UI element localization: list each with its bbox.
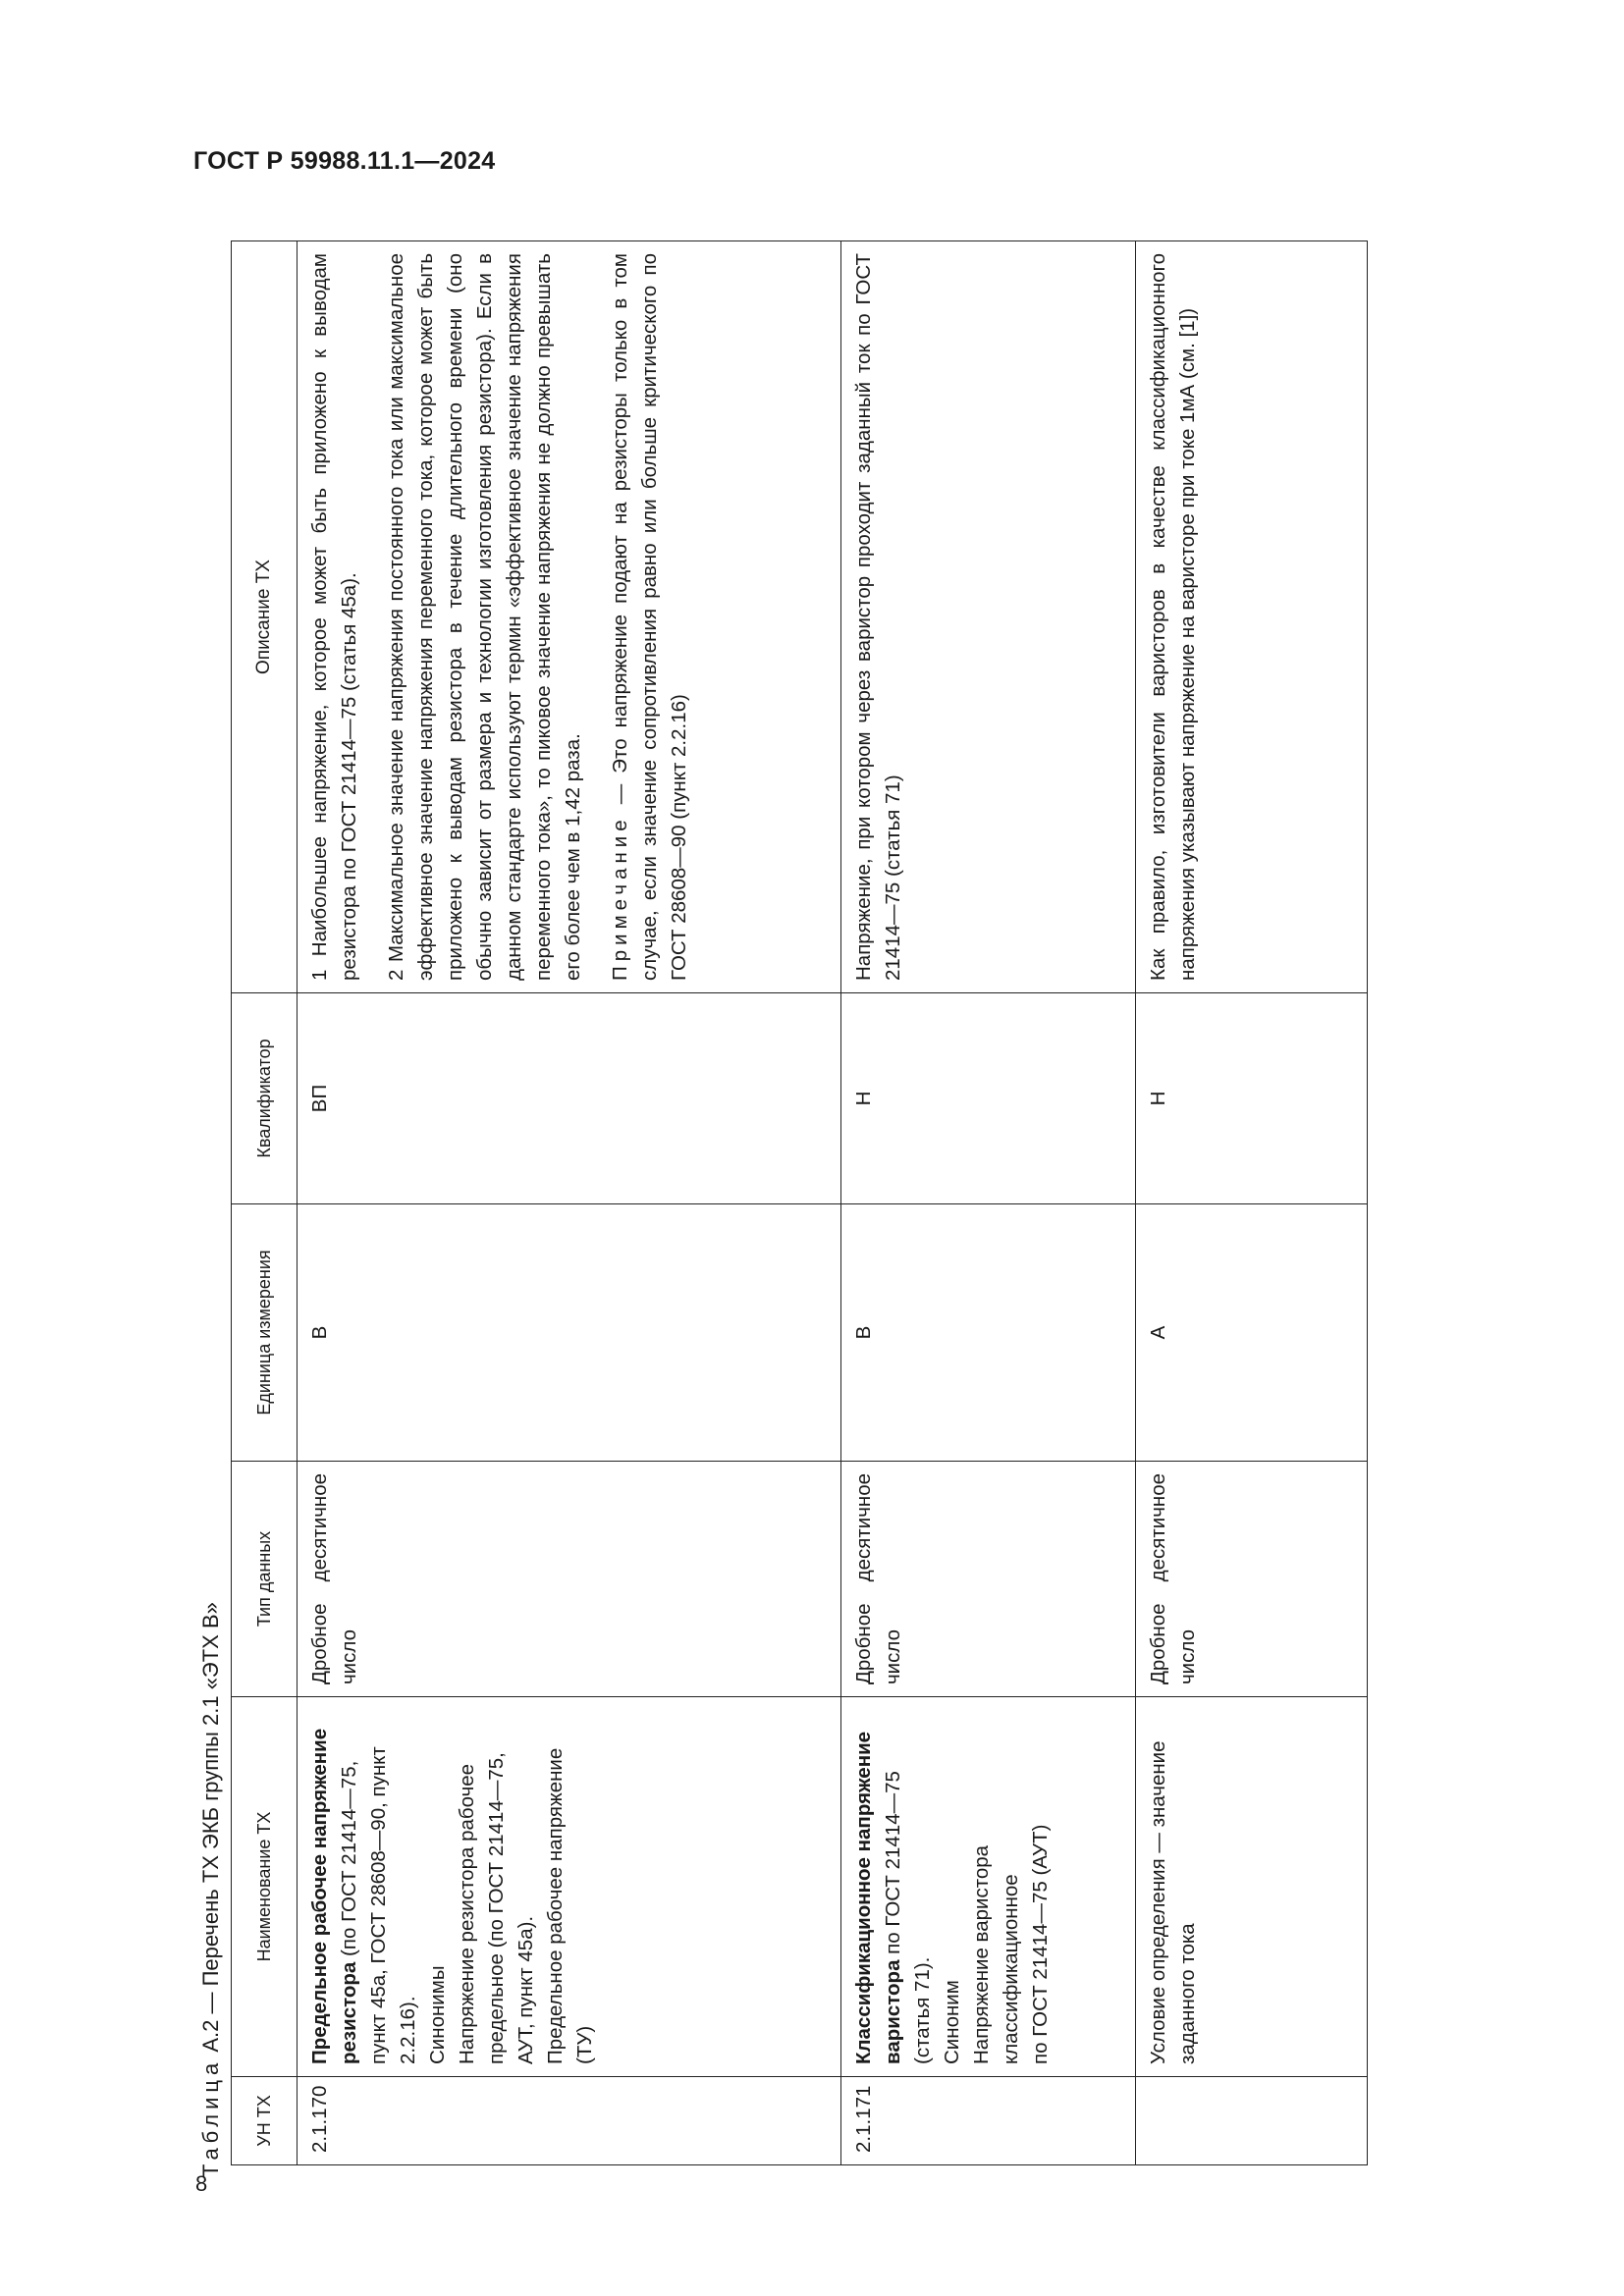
row-name: [841, 1697, 1136, 2077]
row-synonym-1: Напряжение варистора классификационное: [970, 1844, 1022, 2064]
column-header-code: УН ТХ: [232, 2077, 298, 2165]
row-name-rest: (по ГОСТ 21414—75, пункт 45а, ГОСТ 28608—90, пункт 2.2.16).: [338, 1746, 419, 2064]
row-code: 2.1.171: [841, 2077, 1136, 2165]
row-description-1: Напряжение, при котором через варистор проходит заданный ток по ГОСТ 21414—75 (статья 71): [852, 253, 904, 981]
row-name: [298, 1697, 841, 2077]
row-description: [841, 241, 1136, 993]
row-synonym-1: Напряжение резистора рабочее предельное (по ГОСТ 21414—75, АУТ, пункт 45а).: [456, 1752, 537, 2064]
table-row: [1136, 241, 1368, 2165]
row-note-label: Примечание: [609, 815, 631, 981]
row-note: [606, 253, 694, 981]
row-qualifier: ВП: [298, 993, 841, 1204]
table-caption-prefix: Таблица: [198, 2057, 223, 2177]
column-header-description: Описание ТХ: [232, 241, 298, 993]
row-type: Дробное десятичное число: [298, 1462, 841, 1697]
row-code: [1136, 2077, 1368, 2165]
rotated-table-area: [191, 234, 1401, 2177]
row-synonym-2: по ГОСТ 21414—75 (АУТ): [1029, 1824, 1052, 2064]
row-description-1: 1 Наибольшее напряжение, которое может быть приложено к выводам резистора по ГОСТ 21414—75 (статья 45а).: [308, 253, 360, 981]
row-qualifier: Н: [1136, 993, 1368, 1204]
row-name-bold: Предельное рабочее напряжение резистора: [308, 1728, 360, 2064]
row-unit: В: [298, 1204, 841, 1462]
row-description-2: 2 Максимальное значение напряжения постоянного тока или максимальное эффективное значение напряжения переменного тока, которое может быть приложено к выводам резистора в течение длительного времени (оно обычно зависит от размера и технологии изготовления резистора). Если в данном стандарте используют термин «эффективное значение напряжения переменного тока», то пиковое значение напряжения не должно превышать его более чем в 1,42 раза.: [385, 253, 584, 981]
row-name-bold: Классификационное напряжение варистора: [852, 1731, 904, 2064]
column-header-unit: Единица измерения: [232, 1204, 298, 1462]
table-row: [841, 241, 1136, 2165]
table-row: [298, 241, 841, 2165]
row-description-1: Как правило, изготовители варисторов в качестве классификационного напряжения указывают напряжение на варисторе при токе 1мА (см. [1]): [1147, 253, 1199, 981]
row-name: Условие определения — значение заданного тока: [1136, 1697, 1368, 2077]
row-code: 2.1.170: [298, 2077, 841, 2165]
table-caption: [191, 1602, 231, 2177]
row-type: Дробное десятичное число: [841, 1462, 1136, 1697]
page-number: 8: [195, 2171, 208, 2196]
row-type: Дробное десятичное число: [1136, 1462, 1368, 1697]
characteristics-table: [231, 240, 1368, 2165]
row-description: [298, 241, 841, 993]
row-note-text: — Это напряжение подают на резисторы только в том случае, если значение сопротивления равно или больше критического по ГОСТ 28608—90 (пункт 2.2.16): [609, 253, 690, 981]
table-caption-text: А.2 — Перечень ТХ ЭКБ группы 2.1 «ЭТХ В»: [198, 1602, 223, 2058]
row-qualifier: Н: [841, 993, 1136, 1204]
row-synonyms-label: Синонимы: [426, 1965, 449, 2064]
column-header-qualifier: Квалификатор: [232, 993, 298, 1204]
document-title: ГОСТ Р 59988.11.1—2024: [193, 147, 496, 175]
column-header-name: Наименование ТХ: [232, 1697, 298, 2077]
row-unit: А: [1136, 1204, 1368, 1462]
row-synonym-2: Предельное рабочее напряжение (ТУ): [544, 1747, 596, 2064]
row-name-rest: по ГОСТ 21414—75 (статья 71).: [882, 1771, 934, 2064]
row-synonyms-label: Синоним: [941, 1980, 963, 2064]
row-unit: В: [841, 1204, 1136, 1462]
table-header-row: [232, 241, 298, 2165]
column-header-type: Тип данных: [232, 1462, 298, 1697]
row-description: [1136, 241, 1368, 993]
